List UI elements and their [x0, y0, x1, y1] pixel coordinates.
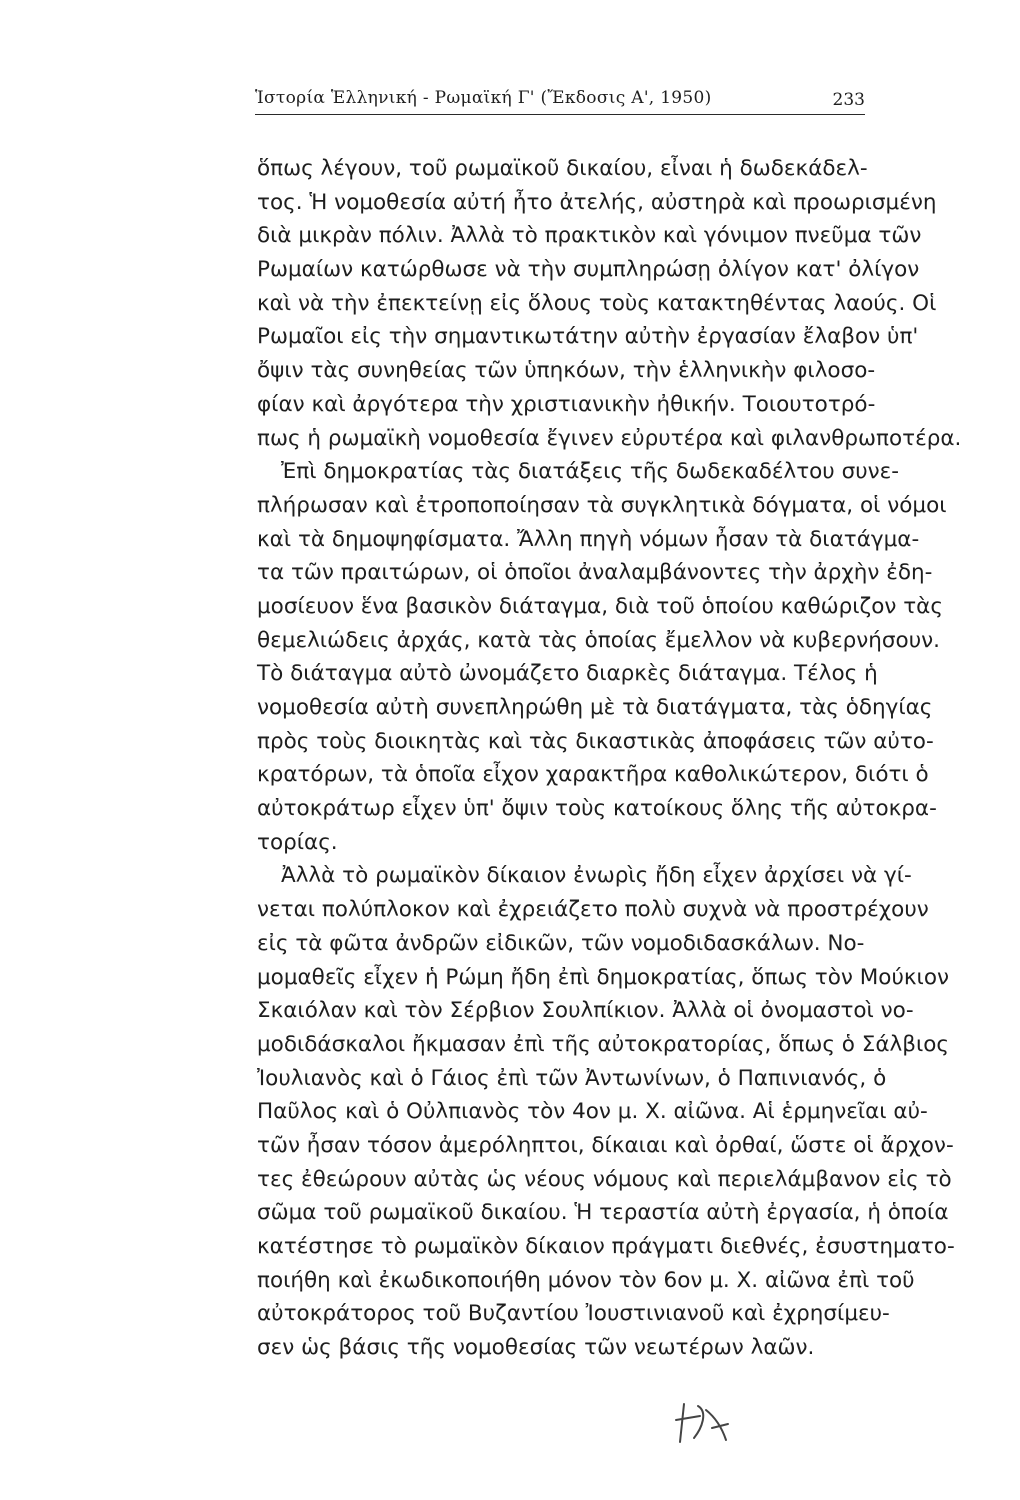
text-line: ὅπως λέγουν, τοῦ ρωμαϊκοῦ δικαίου, εἶναι ἡ δωδεκάδελ- — [257, 156, 868, 181]
text-line: Τὸ διάταγμα αὐτὸ ὠνομάζετο διαρκὲς διάταγμα. Τέλος ἡ — [257, 661, 878, 687]
page-number: 233 — [832, 90, 865, 110]
text-line: θεμελιώδεις ἀρχάς, κατὰ τὰς ὁποίας ἔμελλον νὰ κυβερνήσουν. — [257, 627, 940, 653]
text-line: μοδιδάσκαλοι ἤκμασαν ἐπὶ τῆς αὐτοκρατορίας, ὅπως ὁ Σάλβιος — [257, 1031, 950, 1057]
paragraph-start-line: Ἐπὶ δημοκρατίας τὰς διατάξεις τῆς δωδεκαδέλτου συνε- — [281, 459, 900, 485]
text-line: μομαθεῖς εἶχεν ἡ Ρώμη ἤδη ἐπὶ δημοκρατίας, ὅπως τὸν Μούκιον — [257, 964, 949, 990]
text-line: κρατόρων, τὰ ὁποῖα εἶχον χαρακτῆρα καθολικώτερον, διότι ὁ — [257, 762, 929, 788]
text-line: τῶν ἦσαν τόσον ἀμερόληπτοι, δίκαιαι καὶ ὀρθαί, ὥστε οἱ ἄρχον- — [257, 1132, 954, 1158]
text-line: καὶ τὰ δημοψηφίσματα. Ἄλλη πηγὴ νόμων ἦσαν τὰ διατάγμα- — [257, 526, 920, 552]
text-line: κατέστησε τὸ ρωμαϊκὸν δίκαιον πράγματι διεθνές, ἐσυστηματο- — [257, 1234, 955, 1259]
text-line: διὰ μικρὰν πόλιν. Ἀλλὰ τὸ πρακτικὸν καὶ γόνιμον πνεῦμα τῶν — [257, 223, 922, 249]
text-line: τες ἐθεώρουν αὐτὰς ὡς νέους νόμους καὶ περιελάμβανον εἰς τὸ — [257, 1166, 952, 1192]
text-line: Σκαιόλαν καὶ τὸν Σέρβιον Σουλπίκιον. Ἀλλὰ οἱ ὀνομαστοὶ νο- — [257, 998, 914, 1024]
text-line: αὐτοκράτωρ εἶχεν ὑπ' ὄψιν τοὺς κατοίκους ὅλης τῆς αὐτοκρα- — [257, 796, 937, 822]
text-line: Παῦλος καὶ ὁ Οὐλπιανὸς τὸν 4ον μ. Χ. αἰῶνα. Αἱ ἑρμηνεῖαι αὐ- — [257, 1099, 928, 1125]
text-line: πως ἡ ρωμαϊκὴ νομοθεσία ἔγινεν εὐρυτέρα καὶ φιλανθρωποτέρα. — [257, 425, 962, 451]
paragraph-start-line: Ἀλλὰ τὸ ρωμαϊκὸν δίκαιον ἐνωρὶς ἤδη εἶχεν ἀρχίσει νὰ γί- — [281, 863, 912, 889]
text-line: πλήρωσαν καὶ ἐτροποποίησαν τὰ συγκλητικὰ δόγματα, οἱ νόμοι — [257, 492, 947, 518]
text-line: τα τῶν πραιτώρων, οἱ ὁποῖοι ἀναλαμβάνοντες τὴν ἀρχὴν ἐδη- — [257, 560, 933, 586]
text-line: αὐτοκράτορος τοῦ Βυζαντίου Ἰουστινιανοῦ καὶ ἐχρησίμευ- — [257, 1301, 890, 1327]
text-line: τος. Ἡ νομοθεσία αὐτή ἦτο ἀτελής, αὐστηρὰ καὶ προωρισμένη — [257, 189, 937, 215]
text-line: ποιήθη καὶ ἐκωδικοποιήθη μόνον τὸν 6ον μ. Χ. αἰῶνα ἐπὶ τοῦ — [257, 1267, 915, 1293]
text-line: Ρωμαίων κατώρθωσε νὰ τὴν συμπληρώσῃ ὀλίγον κατ' ὀλίγον — [257, 257, 920, 283]
running-title: Ἱστορία Ἑλληνική - Ρωμαϊκή Γ' (Ἔκδοσις Α', 1950) — [255, 88, 712, 108]
text-line: πρὸς τοὺς διοικητὰς καὶ τὰς δικαστικὰς ἀποφάσεις τῶν αὐτο- — [257, 728, 934, 754]
running-head — [255, 82, 865, 115]
text-line: ὄψιν τὰς συνηθείας τῶν ὑπηκόων, τὴν ἑλληνικὴν φιλοσο- — [257, 358, 876, 384]
text-line: Ἰουλιανὸς καὶ ὁ Γάιος ἐπὶ τῶν Ἀντωνίνων, ὁ Παπινιανός, ὁ — [257, 1065, 887, 1091]
handwritten-mark — [672, 1398, 732, 1448]
text-line: φίαν καὶ ἀργότερα τὴν χριστιανικὴν ἠθικήν. Τοιουτοτρό- — [257, 391, 876, 417]
paragraph-end-line: τορίας. — [257, 829, 338, 855]
text-line: σῶμα τοῦ ρωμαϊκοῦ δικαίου. Ἡ τεραστία αὐτὴ ἐργασία, ἡ ὁποία — [257, 1200, 949, 1226]
paragraph-end-line: σεν ὡς βάσις τῆς νομοθεσίας τῶν νεωτέρων λαῶν. — [257, 1335, 815, 1361]
text-line: Ρωμαῖοι εἰς τὴν σημαντικωτάτην αὐτὴν ἐργασίαν ἔλαβον ὑπ' — [257, 324, 919, 350]
body-text — [257, 152, 962, 1365]
text-line: εἰς τὰ φῶτα ἀνδρῶν εἰδικῶν, τῶν νομοδιδασκάλων. Νο- — [257, 930, 865, 956]
text-line: νομοθεσία αὐτὴ συνεπληρώθη μὲ τὰ διατάγματα, τὰς ὁδηγίας — [257, 695, 933, 720]
text-line: καὶ νὰ τὴν ἐπεκτείνῃ εἰς ὅλους τοὺς κατακτηθέντας λαούς. Οἱ — [257, 290, 937, 316]
text-line: μοσίευον ἕνα βασικὸν διάταγμα, διὰ τοῦ ὁποίου καθώριζον τὰς — [257, 593, 943, 619]
text-line: νεται πολύπλοκον καὶ ἐχρειάζετο πολὺ συχνὰ νὰ προστρέχουν — [257, 897, 929, 923]
